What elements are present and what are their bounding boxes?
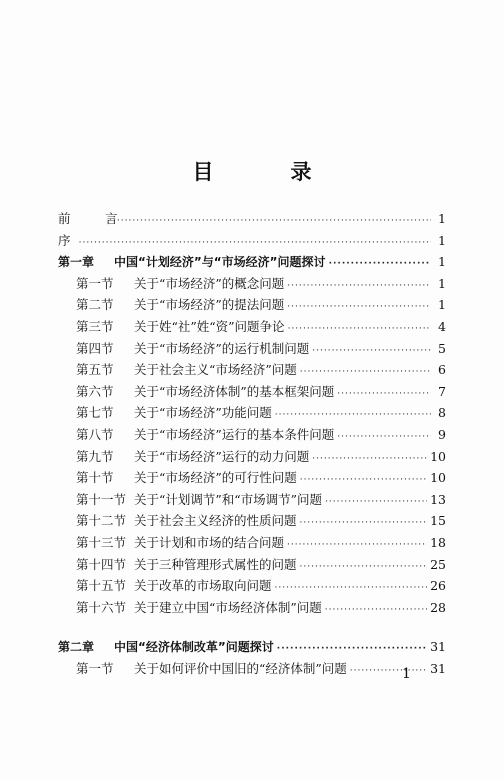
page-number: 1	[402, 666, 411, 682]
toc-entry-section[interactable]	[58, 338, 446, 360]
toc-entry-section[interactable]	[58, 273, 446, 295]
entry-title: 关于“市场经济”的概念问题	[134, 275, 285, 291]
toc-heading: 目 录	[192, 160, 340, 184]
entry-title: 关于社会主义“市场经济”问题	[134, 362, 297, 378]
entry-label: 第二章	[58, 640, 95, 655]
toc-entry-section[interactable]	[58, 381, 446, 403]
toc-entry-section[interactable]	[58, 316, 446, 338]
toc-entry-foreword[interactable]	[58, 230, 446, 252]
dot-leader	[312, 449, 427, 471]
entry-page: 1	[438, 254, 446, 270]
toc-entry-section[interactable]	[58, 510, 446, 532]
dot-leader	[300, 513, 428, 535]
entry-label: 第五节	[76, 362, 114, 378]
entry-label: 第十节	[76, 470, 114, 486]
toc-entry-chapter-2[interactable]	[58, 636, 446, 658]
entry-page: 7	[438, 383, 446, 399]
entry-label: 序	[58, 232, 82, 248]
entry-label: 第一节	[76, 275, 114, 291]
toc-entry-section[interactable]	[58, 446, 446, 468]
entry-title: 关于“市场经济”的提法问题	[134, 297, 285, 313]
entry-title: 中国“计划经济”与“市场经济”问题探讨	[114, 255, 326, 270]
entry-page: 8	[438, 405, 446, 421]
entry-title: 关于“市场经济”运行的基本条件问题	[134, 426, 335, 442]
dot-leader	[325, 492, 427, 514]
entry-title: 关于姓“社”姓“资”问题争论	[134, 318, 285, 334]
entry-page: 13	[430, 491, 446, 507]
entry-page: 25	[430, 556, 446, 572]
dot-leader	[109, 211, 431, 233]
entry-page: 1	[438, 232, 446, 248]
entry-label: 第八节	[76, 426, 114, 442]
entry-label: 第四节	[76, 340, 114, 356]
entry-title: 关于改革的市场取向问题	[134, 578, 272, 594]
toc-entry-section[interactable]	[58, 597, 446, 619]
entry-title: 关于如何评价中国旧的“经济体制”问题	[134, 660, 347, 676]
entry-page: 1	[438, 275, 446, 291]
entry-page: 5	[438, 340, 446, 356]
entry-label: 第一节	[76, 660, 114, 676]
dot-leader	[79, 233, 431, 255]
entry-page: 15	[430, 513, 446, 529]
toc-entry-section[interactable]	[58, 294, 446, 316]
entry-label: 第十二节	[76, 513, 127, 529]
toc-entry-section[interactable]	[58, 489, 446, 511]
toc-entry-section[interactable]	[58, 575, 446, 597]
entry-label: 第一章	[58, 255, 95, 270]
dot-leader	[325, 600, 427, 622]
entry-label: 第十六节	[76, 599, 127, 615]
toc-entry-chapter-1[interactable]	[58, 251, 446, 273]
entry-label: 第七节	[76, 405, 114, 421]
table-of-contents	[58, 208, 446, 679]
entry-page: 6	[438, 362, 446, 378]
entry-label: 第十五节	[76, 578, 127, 594]
toc-entry-section[interactable]	[58, 424, 446, 446]
entry-page: 4	[438, 318, 446, 334]
entry-label: 第六节	[76, 383, 114, 399]
entry-page: 31	[430, 660, 446, 676]
dot-leader	[312, 341, 431, 363]
dot-leader	[329, 254, 431, 276]
entry-title: 关于“市场经济”功能问题	[134, 405, 272, 421]
dot-leader	[337, 427, 431, 449]
dot-leader	[287, 297, 431, 319]
dot-leader	[337, 384, 431, 406]
entry-title: 关于“市场经济”的运行机制问题	[134, 340, 310, 356]
dot-leader	[350, 661, 427, 683]
entry-page: 1	[438, 211, 446, 226]
entry-page: 26	[430, 578, 446, 594]
dot-leader	[287, 276, 431, 298]
entry-title: 中国“经济体制改革”问题探讨	[114, 640, 274, 655]
toc-entry-section[interactable]	[58, 402, 446, 424]
entry-title: 关于“市场经济”的可行性问题	[134, 470, 297, 486]
entry-page: 31	[430, 639, 446, 655]
entry-page: 10	[430, 448, 446, 464]
toc-entry-section[interactable]	[58, 532, 446, 554]
dot-leader	[300, 557, 428, 579]
toc-entry-section[interactable]	[58, 467, 446, 489]
entry-title: 关于社会主义经济的性质问题	[134, 513, 297, 529]
entry-label: 前 言	[58, 211, 129, 226]
dot-leader	[287, 535, 427, 557]
entry-label: 第九节	[76, 448, 114, 464]
entry-title: 关于“市场经济体制”的基本框架问题	[134, 383, 335, 399]
entry-label: 第十四节	[76, 556, 127, 572]
entry-page: 18	[430, 534, 446, 550]
toc-entry-preface[interactable]	[58, 208, 446, 230]
entry-page: 28	[430, 599, 446, 615]
entry-title: 关于三种管理形式属性的问题	[134, 556, 297, 572]
entry-page: 1	[438, 297, 446, 313]
toc-entry-section[interactable]	[58, 658, 446, 680]
toc-entry-section[interactable]	[58, 554, 446, 576]
toc-entry-section[interactable]	[58, 359, 446, 381]
entry-page: 9	[438, 426, 446, 442]
entry-label: 第三节	[76, 318, 114, 334]
entry-label: 第十一节	[76, 491, 127, 507]
entry-title: 关于计划和市场的结合问题	[134, 534, 285, 550]
entry-title: 关于“市场经济”运行的动力问题	[134, 448, 310, 464]
entry-title: 关于建立中国“市场经济体制”问题	[134, 599, 322, 615]
entry-title: 关于“计划调节”和“市场调节”问题	[134, 491, 323, 507]
entry-label: 第十三节	[76, 534, 127, 550]
entry-page: 10	[430, 470, 446, 486]
entry-label: 第二节	[76, 297, 114, 313]
